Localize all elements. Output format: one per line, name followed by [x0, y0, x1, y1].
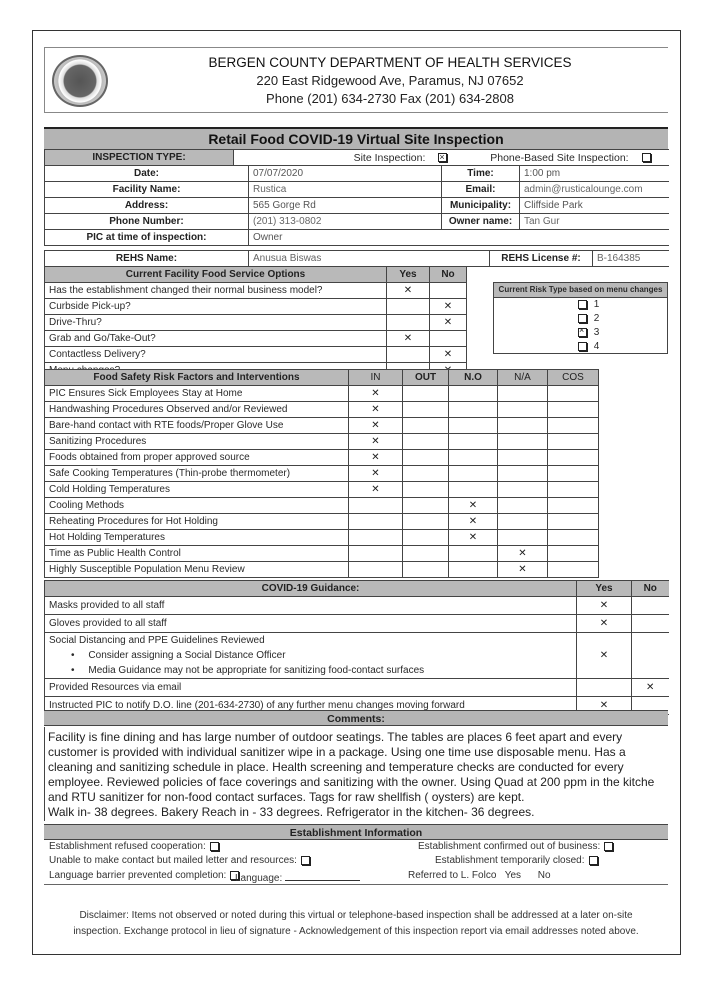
- text: Yes: [577, 581, 632, 597]
- org-address: 220 East Ridgewood Ave, Paramus, NJ 07652: [256, 73, 524, 88]
- text: COS: [548, 370, 599, 386]
- text: Instructed PIC to notify D.O. line (201-634-2730) of any further menu changes moving forward: [45, 697, 577, 715]
- text: Curbside Pick-up?: [45, 299, 387, 315]
- text[interactable]: [498, 482, 548, 498]
- rehs-name-label: REHS Name:: [45, 251, 249, 267]
- municipality-label: Municipality:: [442, 198, 520, 214]
- text[interactable]: [548, 418, 599, 434]
- text[interactable]: [498, 530, 548, 546]
- owner-name-label: Owner name:: [442, 214, 520, 230]
- text[interactable]: ✕: [349, 482, 403, 498]
- text[interactable]: [548, 562, 599, 578]
- temporarily-closed: [435, 855, 602, 866]
- phone-inspection-label: Phone-Based Site Inspection:: [490, 151, 629, 164]
- text[interactable]: ✕: [349, 386, 403, 402]
- text: Media Guidance may not be appropriate for sanitizing food-contact surfaces: [88, 665, 425, 676]
- table-row: [45, 299, 467, 315]
- text[interactable]: [449, 418, 498, 434]
- text: Foods obtained from proper approved source: [45, 450, 349, 466]
- text[interactable]: ✕: [498, 546, 548, 562]
- text: Language:: [235, 873, 283, 884]
- text: Establishment temporarily closed:: [435, 855, 585, 866]
- pic-value[interactable]: Owner: [249, 230, 442, 246]
- text: Handwashing Procedures Observed and/or Reviewed: [45, 402, 349, 418]
- table-row: [45, 514, 599, 530]
- no-mark[interactable]: ✕: [430, 299, 467, 315]
- covid-guidance-header: COVID-19 Guidance:: [45, 581, 577, 597]
- text[interactable]: [548, 386, 599, 402]
- text: Drive-Thru?: [45, 315, 387, 331]
- text[interactable]: [548, 402, 599, 418]
- text: Safe Cooking Temperatures (Thin-probe thermometer): [45, 466, 349, 482]
- text: Time as Public Health Control: [45, 546, 349, 562]
- table-row: [45, 530, 599, 546]
- text[interactable]: [498, 498, 548, 514]
- facility-details: [44, 165, 669, 246]
- mailed-letter-checkbox[interactable]: [301, 856, 310, 865]
- table-row: [45, 466, 599, 482]
- text[interactable]: [548, 498, 599, 514]
- refused-cooperation-checkbox[interactable]: [210, 842, 219, 851]
- table-row: [45, 562, 599, 578]
- text[interactable]: ✕: [577, 697, 632, 715]
- text[interactable]: ✕: [577, 633, 632, 679]
- table-row: [45, 347, 467, 363]
- yes-mark[interactable]: [387, 347, 430, 363]
- department-seal-icon: [52, 55, 108, 107]
- text[interactable]: [403, 498, 449, 514]
- text[interactable]: [498, 450, 548, 466]
- text[interactable]: [449, 482, 498, 498]
- risk-type-header: Current Risk Type based on menu changes: [494, 283, 667, 298]
- text: 1: [593, 299, 600, 310]
- table-row: [45, 450, 599, 466]
- table-row: [45, 283, 467, 299]
- disclaimer: [44, 908, 668, 940]
- text[interactable]: [403, 562, 449, 578]
- risk-factors-header: Food Safety Risk Factors and Interventions: [45, 370, 349, 386]
- no-mark[interactable]: ✕: [430, 315, 467, 331]
- text: Language barrier prevented completion:: [49, 870, 227, 881]
- table-row: [45, 482, 599, 498]
- text[interactable]: ✕: [449, 514, 498, 530]
- text: employee. Reviewed policies of face coverings and sanitizing with the owner. Using Quad at 200 ppm in the kitche: [48, 775, 655, 789]
- owner-name-value[interactable]: Tan Gur: [520, 214, 669, 230]
- food-service-no-header: No: [430, 267, 467, 283]
- phone-inspection-checkbox[interactable]: [642, 153, 651, 162]
- text: Consider assigning a Social Distance Officer: [88, 650, 286, 661]
- no-mark[interactable]: [430, 283, 467, 299]
- text[interactable]: [548, 482, 599, 498]
- language-barrier: [49, 870, 243, 881]
- text[interactable]: ✕: [577, 615, 632, 633]
- email-label: Email:: [442, 182, 520, 198]
- text[interactable]: [349, 546, 403, 562]
- org-phone-fax: Phone (201) 634-2730 Fax (201) 634-2808: [266, 91, 514, 106]
- text: Gloves provided to all staff: [45, 615, 577, 633]
- text: Has the establishment changed their normal business model?: [45, 283, 387, 299]
- text[interactable]: [548, 514, 599, 530]
- text: Unable to make contact but mailed letter and resources:: [49, 855, 297, 866]
- refused-cooperation: [49, 841, 223, 852]
- table-row: [45, 679, 669, 697]
- org-name: BERGEN COUNTY DEPARTMENT OF HEALTH SERVICES: [208, 55, 572, 70]
- text[interactable]: [403, 482, 449, 498]
- time-value[interactable]: 1:00 pm: [520, 166, 669, 182]
- inspection-type-label: INSPECTION TYPE:: [45, 150, 234, 166]
- text[interactable]: [577, 679, 632, 697]
- text[interactable]: [403, 514, 449, 530]
- risk-type-4-checkbox[interactable]: [578, 342, 587, 351]
- text: Establishment confirmed out of business:: [418, 841, 601, 852]
- text: No: [632, 581, 669, 597]
- text: Facility is fine dining and has large number of outdoor seatings. The tables are places 6 feet apart and every: [48, 730, 623, 744]
- text[interactable]: ✕: [349, 402, 403, 418]
- text: Establishment refused cooperation:: [49, 841, 206, 852]
- text[interactable]: [403, 402, 449, 418]
- municipality-value[interactable]: Cliffside Park: [520, 198, 669, 214]
- text[interactable]: [548, 466, 599, 482]
- text: Disclaimer: Items not observed or noted during this virtual or telephone-based inspection shall be addressed at a later on-site: [79, 910, 633, 921]
- text[interactable]: ✕: [498, 562, 548, 578]
- out-of-business: [418, 841, 617, 852]
- referred-no[interactable]: No: [537, 870, 551, 881]
- text[interactable]: [403, 466, 449, 482]
- text: Highly Susceptible Population Menu Review: [45, 562, 349, 578]
- covid-guidance-table: [44, 580, 669, 715]
- no-mark[interactable]: ✕: [430, 347, 467, 363]
- text[interactable]: [548, 450, 599, 466]
- text[interactable]: [349, 498, 403, 514]
- text[interactable]: ✕: [349, 450, 403, 466]
- referred-yes[interactable]: Yes: [504, 870, 522, 881]
- rehs-row: [44, 250, 669, 267]
- establishment-info-header: Establishment Information: [44, 824, 668, 840]
- table-row: [45, 386, 599, 402]
- text: OUT: [403, 370, 449, 386]
- text[interactable]: [349, 530, 403, 546]
- text[interactable]: [498, 402, 548, 418]
- divider: [44, 884, 668, 885]
- yes-mark[interactable]: [387, 299, 430, 315]
- text[interactable]: [498, 466, 548, 482]
- site-inspection-label: Site Inspection:: [353, 151, 426, 164]
- comments-header: Comments:: [44, 710, 668, 726]
- language-field: [235, 870, 360, 884]
- text[interactable]: [449, 466, 498, 482]
- table-row: [45, 315, 467, 331]
- text: IN: [349, 370, 403, 386]
- risk-type-1-checkbox[interactable]: [578, 300, 587, 309]
- no-mark[interactable]: [430, 331, 467, 347]
- text: 4: [593, 341, 600, 352]
- food-service-header: Current Facility Food Service Options: [45, 267, 387, 283]
- text: and RTU sanitizer for non-food contact surfaces. Tags for raw shellfish ( oysters) are kept.: [48, 790, 525, 804]
- text: Reheating Procedures for Hot Holding: [45, 514, 349, 530]
- date-label: Date:: [45, 166, 249, 182]
- language-input[interactable]: [285, 870, 360, 881]
- text[interactable]: [548, 434, 599, 450]
- table-row: [45, 434, 599, 450]
- rehs-license-label: REHS License #:: [490, 251, 593, 267]
- text[interactable]: ✕: [449, 498, 498, 514]
- text: N.O: [449, 370, 498, 386]
- text[interactable]: [349, 514, 403, 530]
- text: Social Distancing and PPE Guidelines Reviewed: [49, 635, 265, 646]
- risk-factors-table: [44, 369, 599, 578]
- text: Cooling Methods: [45, 498, 349, 514]
- time-label: Time:: [442, 166, 520, 182]
- risk-type-3-checkbox[interactable]: [578, 328, 587, 337]
- text[interactable]: [403, 434, 449, 450]
- text: Referred to L. Folco: [408, 870, 497, 881]
- text[interactable]: ✕: [349, 466, 403, 482]
- form-title: Retail Food COVID-19 Virtual Site Inspection: [44, 127, 668, 149]
- text[interactable]: [449, 386, 498, 402]
- table-row: [45, 498, 599, 514]
- table-row: [45, 546, 599, 562]
- text: Masks provided to all staff: [45, 597, 577, 615]
- out-of-business-checkbox[interactable]: [604, 842, 613, 851]
- text[interactable]: ✕: [349, 434, 403, 450]
- text[interactable]: [349, 562, 403, 578]
- address-label: Address:: [45, 198, 249, 214]
- table-row: Social Distancing and PPE Guidelines Reviewed • Consider assigning a Social Distance Officer • Media Guidance may not be appropriate for sanitizing food-contact surfaces ✕: [45, 633, 669, 679]
- temporarily-closed-checkbox[interactable]: [589, 856, 598, 865]
- food-service-options-table: [44, 266, 467, 379]
- food-service-yes-header: Yes: [387, 267, 430, 283]
- text[interactable]: ✕: [577, 597, 632, 615]
- mailed-letter: [49, 855, 314, 866]
- site-inspection-checkbox[interactable]: [438, 153, 447, 162]
- text: N/A: [498, 370, 548, 386]
- date-value[interactable]: 07/07/2020: [249, 166, 442, 182]
- text[interactable]: ✕: [349, 418, 403, 434]
- email-value[interactable]: admin@rusticalounge.com: [520, 182, 669, 198]
- text: Cold Holding Temperatures: [45, 482, 349, 498]
- text[interactable]: [449, 434, 498, 450]
- text[interactable]: [498, 386, 548, 402]
- text[interactable]: [548, 530, 599, 546]
- rehs-license-value[interactable]: B-164385: [593, 251, 669, 267]
- risk-type-box: [493, 282, 668, 354]
- table-row: [45, 597, 669, 615]
- text[interactable]: [449, 450, 498, 466]
- text[interactable]: [403, 530, 449, 546]
- text: PIC Ensures Sick Employees Stay at Home: [45, 386, 349, 402]
- facility-name-value[interactable]: Rustica: [249, 182, 442, 198]
- text[interactable]: [498, 418, 548, 434]
- text: Walk in- 38 degrees. Bakery Reach in - 33 degrees. Refrigerator in the kitchen- 36 degrees.: [48, 805, 535, 819]
- text: inspection. Exchange protocol in lieu of signature - Acknowledgement of this inspection report via email addresses noted above.: [73, 926, 639, 937]
- text: Provided Resources via email: [45, 679, 577, 697]
- text[interactable]: [403, 546, 449, 562]
- pic-label: PIC at time of inspection:: [45, 230, 249, 246]
- comments-text[interactable]: [44, 727, 668, 821]
- text[interactable]: ✕: [449, 530, 498, 546]
- text[interactable]: [449, 546, 498, 562]
- text: Hot Holding Temperatures: [45, 530, 349, 546]
- table-row: [45, 331, 467, 347]
- text: Grab and Go/Take-Out?: [45, 331, 387, 347]
- text[interactable]: [449, 562, 498, 578]
- text[interactable]: [632, 597, 669, 615]
- table-row: [45, 615, 669, 633]
- yes-mark[interactable]: ✕: [387, 331, 430, 347]
- text[interactable]: [449, 402, 498, 418]
- text: Contactless Delivery?: [45, 347, 387, 363]
- text[interactable]: [403, 386, 449, 402]
- text: Sanitizing Procedures: [45, 434, 349, 450]
- phone-number-value[interactable]: (201) 313-0802: [249, 214, 442, 230]
- inspection-type-row: [44, 149, 669, 166]
- text[interactable]: ✕: [632, 679, 669, 697]
- text: 2: [593, 313, 600, 324]
- text[interactable]: [403, 418, 449, 434]
- text[interactable]: [548, 546, 599, 562]
- yes-mark[interactable]: [387, 315, 430, 331]
- text: cleaning and sanitizing schedule in place. Health screening and temperature checks are conducted for every: [48, 760, 624, 774]
- text[interactable]: [632, 615, 669, 633]
- text[interactable]: [498, 434, 548, 450]
- rehs-name-value[interactable]: Anusua Biswas: [249, 251, 490, 267]
- table-row: [45, 402, 599, 418]
- text: customer is provided with individual sanitizer wipe in a package. Using one time use disposable menu. Has a: [48, 745, 626, 759]
- text: 3: [593, 327, 600, 338]
- risk-type-2-checkbox[interactable]: [578, 314, 587, 323]
- referred-to: [408, 870, 551, 881]
- address-value[interactable]: 565 Gorge Rd: [249, 198, 442, 214]
- facility-name-label: Facility Name:: [45, 182, 249, 198]
- text[interactable]: [403, 450, 449, 466]
- text: Bare-hand contact with RTE foods/Proper Glove Use: [45, 418, 349, 434]
- text[interactable]: [498, 514, 548, 530]
- phone-number-label: Phone Number:: [45, 214, 249, 230]
- yes-mark[interactable]: ✕: [387, 283, 430, 299]
- text[interactable]: [632, 633, 669, 679]
- table-row: [45, 418, 599, 434]
